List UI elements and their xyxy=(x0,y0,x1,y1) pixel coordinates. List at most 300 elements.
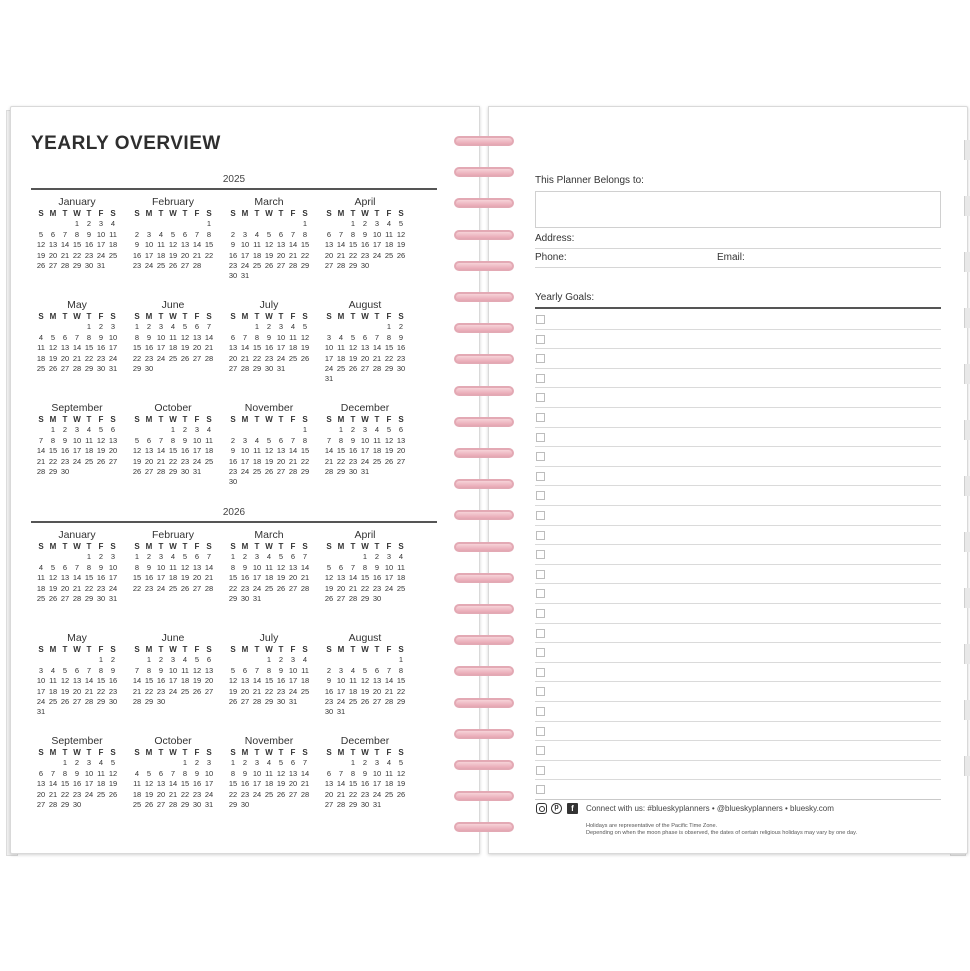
goal-checkbox[interactable] xyxy=(536,452,545,461)
day-number: 7 xyxy=(290,229,296,239)
day-number: 19 xyxy=(180,573,190,583)
goal-checkbox[interactable] xyxy=(536,374,545,383)
empty-day xyxy=(347,552,359,562)
coil-loop xyxy=(454,448,514,458)
day-number: 4 xyxy=(254,435,260,445)
month-tab[interactable] xyxy=(964,308,970,328)
month-name: March xyxy=(254,529,284,541)
day-number: 1 xyxy=(230,552,236,562)
day-number: 1 xyxy=(62,758,68,768)
day-number: 15 xyxy=(180,779,190,789)
weekday-letter: T xyxy=(182,209,188,218)
weekday-letter: W xyxy=(361,542,369,551)
day-number: 2 xyxy=(374,552,380,562)
empty-day xyxy=(227,425,239,435)
day-number: 6 xyxy=(74,665,80,675)
weekday-letter: T xyxy=(254,415,260,424)
day-number: 9 xyxy=(98,562,104,572)
day-number: 26 xyxy=(276,789,286,799)
goal-row[interactable] xyxy=(535,486,941,506)
day-number: 12 xyxy=(132,446,142,456)
day-number: 11 xyxy=(133,779,141,789)
day-number: 14 xyxy=(252,676,262,686)
goal-checkbox[interactable] xyxy=(536,609,545,618)
empty-day xyxy=(143,219,155,229)
weekday-letter: M xyxy=(49,748,57,757)
coil-loop xyxy=(454,479,514,489)
day-number: 25 xyxy=(108,250,118,260)
day-number: 21 xyxy=(288,250,298,260)
month-name: September xyxy=(51,402,103,414)
day-number: 28 xyxy=(192,260,202,270)
day-number: 20 xyxy=(336,583,346,593)
day-number: 6 xyxy=(110,425,116,435)
spiral-coil xyxy=(452,291,518,305)
empty-day xyxy=(323,219,335,229)
weekday-letter: M xyxy=(241,645,249,654)
day-number: 17 xyxy=(360,446,370,456)
goal-checkbox[interactable] xyxy=(536,335,545,344)
weekday-letter: W xyxy=(73,542,81,551)
day-number: 20 xyxy=(360,353,370,363)
day-number: 14 xyxy=(300,768,310,778)
weekday-letter: S xyxy=(134,209,140,218)
month-grid xyxy=(323,312,407,385)
weekday-letter: T xyxy=(374,312,380,321)
day-number: 2 xyxy=(146,552,152,562)
goal-row[interactable] xyxy=(535,663,941,683)
day-number: 9 xyxy=(230,446,236,456)
day-number: 23 xyxy=(192,789,202,799)
day-number: 26 xyxy=(300,353,310,363)
day-number: 30 xyxy=(192,799,202,809)
goal-row[interactable] xyxy=(535,349,941,369)
day-number: 8 xyxy=(146,665,152,675)
day-number: 22 xyxy=(204,250,214,260)
goal-row[interactable] xyxy=(535,584,941,604)
day-number: 2 xyxy=(194,758,200,768)
goal-row[interactable] xyxy=(535,310,941,330)
day-number: 30 xyxy=(240,799,250,809)
day-number: 12 xyxy=(180,562,190,572)
day-number: 22 xyxy=(384,353,394,363)
empty-day xyxy=(383,655,395,665)
day-number: 16 xyxy=(132,250,142,260)
month-tab[interactable] xyxy=(964,532,970,552)
day-number: 5 xyxy=(398,758,404,768)
day-number: 6 xyxy=(326,768,332,778)
month-tab[interactable] xyxy=(964,364,970,384)
day-number: 18 xyxy=(168,573,178,583)
day-number: 10 xyxy=(108,562,118,572)
day-number: 15 xyxy=(300,240,310,250)
day-number: 5 xyxy=(266,435,272,445)
day-number: 12 xyxy=(228,676,238,686)
day-number: 16 xyxy=(276,676,286,686)
day-number: 24 xyxy=(108,583,118,593)
day-number: 28 xyxy=(288,466,298,476)
weekday-letter: M xyxy=(49,645,57,654)
day-number: 20 xyxy=(276,456,286,466)
day-number: 11 xyxy=(289,332,297,342)
day-number: 25 xyxy=(252,466,262,476)
day-number: 2 xyxy=(134,229,140,239)
day-number: 11 xyxy=(109,229,117,239)
spiral-coil xyxy=(452,260,518,274)
day-number: 6 xyxy=(146,435,152,445)
month-tab[interactable] xyxy=(964,756,970,776)
goal-checkbox[interactable] xyxy=(536,687,545,696)
day-number: 24 xyxy=(156,353,166,363)
weekday-letter: F xyxy=(386,645,392,654)
spiral-coil xyxy=(452,634,518,648)
goal-row[interactable] xyxy=(535,506,941,526)
weekday-letter: W xyxy=(169,209,177,218)
goal-row[interactable] xyxy=(535,388,941,408)
day-number: 5 xyxy=(146,768,152,778)
day-number: 6 xyxy=(290,758,296,768)
day-number: 26 xyxy=(264,466,274,476)
goal-checkbox[interactable] xyxy=(536,550,545,559)
day-number: 31 xyxy=(288,696,298,706)
day-number: 19 xyxy=(300,343,310,353)
month-grid xyxy=(323,542,407,604)
day-number: 4 xyxy=(158,229,164,239)
day-number: 6 xyxy=(194,322,200,332)
goal-checkbox[interactable] xyxy=(536,727,545,736)
weekday-letter: T xyxy=(62,748,68,757)
goal-checkbox[interactable] xyxy=(536,648,545,657)
weekday-letter: W xyxy=(265,312,273,321)
weekday-letter: T xyxy=(374,542,380,551)
day-number: 19 xyxy=(384,446,394,456)
day-number: 19 xyxy=(228,686,238,696)
day-number: 30 xyxy=(72,799,82,809)
day-number: 19 xyxy=(348,353,358,363)
weekday-letter: T xyxy=(86,415,92,424)
day-number: 11 xyxy=(169,562,177,572)
day-number: 21 xyxy=(48,789,58,799)
day-number: 19 xyxy=(144,789,154,799)
day-number: 3 xyxy=(170,655,176,665)
day-number: 11 xyxy=(385,768,393,778)
day-number: 27 xyxy=(372,696,382,706)
day-number: 22 xyxy=(84,353,94,363)
day-number: 21 xyxy=(348,583,358,593)
day-number: 27 xyxy=(360,363,370,373)
day-number: 31 xyxy=(36,707,46,717)
day-number: 4 xyxy=(374,425,380,435)
weekday-letter: S xyxy=(38,748,44,757)
goal-checkbox[interactable] xyxy=(536,707,545,716)
month-tab[interactable] xyxy=(964,588,970,608)
owner-name-field[interactable] xyxy=(535,191,941,228)
day-number: 15 xyxy=(144,676,154,686)
day-number: 13 xyxy=(156,779,166,789)
day-number: 25 xyxy=(348,696,358,706)
day-number: 22 xyxy=(300,250,310,260)
day-number: 11 xyxy=(385,229,393,239)
goal-row[interactable] xyxy=(535,330,941,350)
weekday-letter: T xyxy=(158,415,164,424)
day-number: 21 xyxy=(300,573,310,583)
day-number: 30 xyxy=(324,707,334,717)
weekday-letter: T xyxy=(182,415,188,424)
month-grid xyxy=(35,312,119,374)
weekday-letter: F xyxy=(98,209,104,218)
goal-row[interactable] xyxy=(535,643,941,663)
goal-checkbox[interactable] xyxy=(536,511,545,520)
weekday-letter: T xyxy=(86,645,92,654)
day-number: 9 xyxy=(146,332,152,342)
goal-checkbox[interactable] xyxy=(536,472,545,481)
day-number: 18 xyxy=(108,240,118,250)
weekday-letter: F xyxy=(290,415,296,424)
day-number: 8 xyxy=(254,332,260,342)
goal-checkbox[interactable] xyxy=(536,491,545,500)
day-number: 24 xyxy=(204,789,214,799)
day-number: 11 xyxy=(37,573,45,583)
month-tab[interactable] xyxy=(964,196,970,216)
day-number: 10 xyxy=(204,768,214,778)
month-october-2026 xyxy=(125,735,221,810)
goal-checkbox[interactable] xyxy=(536,570,545,579)
month-name: June xyxy=(161,632,185,644)
day-number: 17 xyxy=(156,343,166,353)
day-number: 6 xyxy=(230,332,236,342)
goal-row[interactable] xyxy=(535,565,941,585)
goal-checkbox[interactable] xyxy=(536,766,545,775)
weekday-letter: S xyxy=(326,209,332,218)
goal-row[interactable] xyxy=(535,702,941,722)
month-tab[interactable] xyxy=(964,252,970,272)
day-number: 15 xyxy=(348,240,358,250)
day-number: 1 xyxy=(170,425,176,435)
empty-day xyxy=(347,655,359,665)
month-april-2026 xyxy=(317,529,413,604)
weekday-letter: F xyxy=(290,542,296,551)
month-tab[interactable] xyxy=(964,700,970,720)
weekday-letter: S xyxy=(206,209,212,218)
goal-checkbox[interactable] xyxy=(536,315,545,324)
day-number: 7 xyxy=(254,665,260,675)
day-number: 12 xyxy=(48,343,58,353)
goal-row[interactable] xyxy=(535,408,941,428)
day-number: 25 xyxy=(384,789,394,799)
goal-row[interactable] xyxy=(535,780,941,800)
day-number: 30 xyxy=(228,477,238,487)
goal-checkbox[interactable] xyxy=(536,393,545,402)
goal-row[interactable] xyxy=(535,761,941,781)
day-number: 21 xyxy=(324,456,334,466)
month-tab[interactable] xyxy=(964,476,970,496)
day-number: 22 xyxy=(60,789,70,799)
weekday-letter: M xyxy=(337,748,345,757)
day-number: 21 xyxy=(240,353,250,363)
empty-day xyxy=(335,219,347,229)
weekday-letter: S xyxy=(134,645,140,654)
goal-checkbox[interactable] xyxy=(536,413,545,422)
spiral-coil xyxy=(452,790,518,804)
goal-row[interactable] xyxy=(535,624,941,644)
empty-day xyxy=(47,552,59,562)
goal-checkbox[interactable] xyxy=(536,433,545,442)
day-number: 3 xyxy=(254,758,260,768)
day-number: 29 xyxy=(336,466,346,476)
day-number: 22 xyxy=(72,250,82,260)
weekday-letter: M xyxy=(145,748,153,757)
weekday-letter: S xyxy=(326,415,332,424)
day-number: 10 xyxy=(240,446,250,456)
month-name: August xyxy=(348,632,382,644)
goal-checkbox[interactable] xyxy=(536,531,545,540)
weekday-letter: W xyxy=(361,748,369,757)
weekday-letter: S xyxy=(302,748,308,757)
day-number: 15 xyxy=(228,573,238,583)
day-number: 10 xyxy=(156,562,166,572)
day-number: 13 xyxy=(288,562,298,572)
goal-row[interactable] xyxy=(535,682,941,702)
day-number: 10 xyxy=(108,332,118,342)
day-number: 25 xyxy=(84,456,94,466)
day-number: 15 xyxy=(72,240,82,250)
day-number: 4 xyxy=(266,552,272,562)
day-number: 2 xyxy=(350,425,356,435)
day-number: 25 xyxy=(156,260,166,270)
day-number: 22 xyxy=(228,789,238,799)
day-number: 1 xyxy=(86,322,92,332)
month-tab[interactable] xyxy=(964,420,970,440)
day-number: 17 xyxy=(324,353,334,363)
weekday-letter: T xyxy=(158,748,164,757)
day-number: 24 xyxy=(360,456,370,466)
day-number: 13 xyxy=(360,343,370,353)
day-number: 16 xyxy=(348,446,358,456)
goal-row[interactable] xyxy=(535,741,941,761)
day-number: 29 xyxy=(384,363,394,373)
empty-day xyxy=(131,425,143,435)
weekday-letter: T xyxy=(278,415,284,424)
day-number: 9 xyxy=(326,676,332,686)
goal-row[interactable] xyxy=(535,526,941,546)
goal-row[interactable] xyxy=(535,447,941,467)
day-number: 24 xyxy=(372,250,382,260)
day-number: 24 xyxy=(372,789,382,799)
empty-day xyxy=(287,219,299,229)
goal-checkbox[interactable] xyxy=(536,785,545,794)
day-number: 25 xyxy=(396,583,406,593)
day-number: 23 xyxy=(60,456,70,466)
weekday-letter: M xyxy=(337,415,345,424)
day-number: 24 xyxy=(108,353,118,363)
weekday-letter: T xyxy=(86,312,92,321)
day-number: 13 xyxy=(228,343,238,353)
month-grid xyxy=(227,312,311,374)
day-number: 16 xyxy=(60,446,70,456)
goal-checkbox[interactable] xyxy=(536,629,545,638)
month-february-2026 xyxy=(125,529,221,594)
day-number: 25 xyxy=(168,353,178,363)
day-number: 31 xyxy=(96,260,106,270)
day-number: 11 xyxy=(301,665,309,675)
weekday-letter: W xyxy=(265,748,273,757)
month-tab[interactable] xyxy=(964,140,970,160)
goal-row[interactable] xyxy=(535,369,941,389)
day-number: 17 xyxy=(252,573,262,583)
day-number: 4 xyxy=(170,322,176,332)
day-number: 31 xyxy=(276,363,286,373)
empty-day xyxy=(35,219,47,229)
day-number: 1 xyxy=(230,758,236,768)
day-number: 15 xyxy=(84,343,94,353)
day-number: 21 xyxy=(204,573,214,583)
day-number: 4 xyxy=(350,665,356,675)
month-tab[interactable] xyxy=(964,644,970,664)
day-number: 4 xyxy=(386,758,392,768)
day-number: 8 xyxy=(74,229,80,239)
day-number: 15 xyxy=(132,573,142,583)
spiral-coil xyxy=(452,697,518,711)
spiral-coil xyxy=(452,166,518,180)
day-number: 3 xyxy=(74,425,80,435)
day-number: 20 xyxy=(192,343,202,353)
empty-day xyxy=(131,219,143,229)
day-number: 13 xyxy=(60,343,70,353)
day-number: 2 xyxy=(110,655,116,665)
day-number: 18 xyxy=(204,446,214,456)
day-number: 13 xyxy=(240,676,250,686)
day-number: 11 xyxy=(397,562,405,572)
weekday-letter: M xyxy=(145,209,153,218)
goal-row[interactable] xyxy=(535,722,941,742)
year-label: 2025 xyxy=(222,174,246,185)
goal-row[interactable] xyxy=(535,467,941,487)
coil-loop xyxy=(454,698,514,708)
day-number: 5 xyxy=(194,655,200,665)
day-number: 28 xyxy=(60,260,70,270)
goal-row[interactable] xyxy=(535,545,941,565)
weekday-letter: S xyxy=(110,645,116,654)
day-number: 9 xyxy=(266,332,272,342)
day-number: 26 xyxy=(180,583,190,593)
day-number: 9 xyxy=(74,768,80,778)
goal-checkbox[interactable] xyxy=(536,589,545,598)
day-number: 23 xyxy=(132,260,142,270)
day-number: 23 xyxy=(264,353,274,363)
day-number: 21 xyxy=(192,250,202,260)
day-number: 1 xyxy=(362,552,368,562)
day-number: 3 xyxy=(242,435,248,445)
day-number: 12 xyxy=(108,768,118,778)
day-number: 21 xyxy=(156,456,166,466)
day-number: 29 xyxy=(96,696,106,706)
day-number: 23 xyxy=(96,583,106,593)
empty-day xyxy=(335,758,347,768)
day-number: 11 xyxy=(265,768,273,778)
day-number: 11 xyxy=(49,676,57,686)
goal-row[interactable] xyxy=(535,604,941,624)
empty-day xyxy=(47,758,59,768)
coil-loop xyxy=(454,136,514,146)
day-number: 12 xyxy=(384,435,394,445)
day-number: 26 xyxy=(132,466,142,476)
goal-row[interactable] xyxy=(535,428,941,448)
day-number: 1 xyxy=(74,219,80,229)
goal-checkbox[interactable] xyxy=(536,354,545,363)
goal-checkbox[interactable] xyxy=(536,746,545,755)
day-number: 1 xyxy=(302,425,308,435)
goal-checkbox[interactable] xyxy=(536,668,545,677)
